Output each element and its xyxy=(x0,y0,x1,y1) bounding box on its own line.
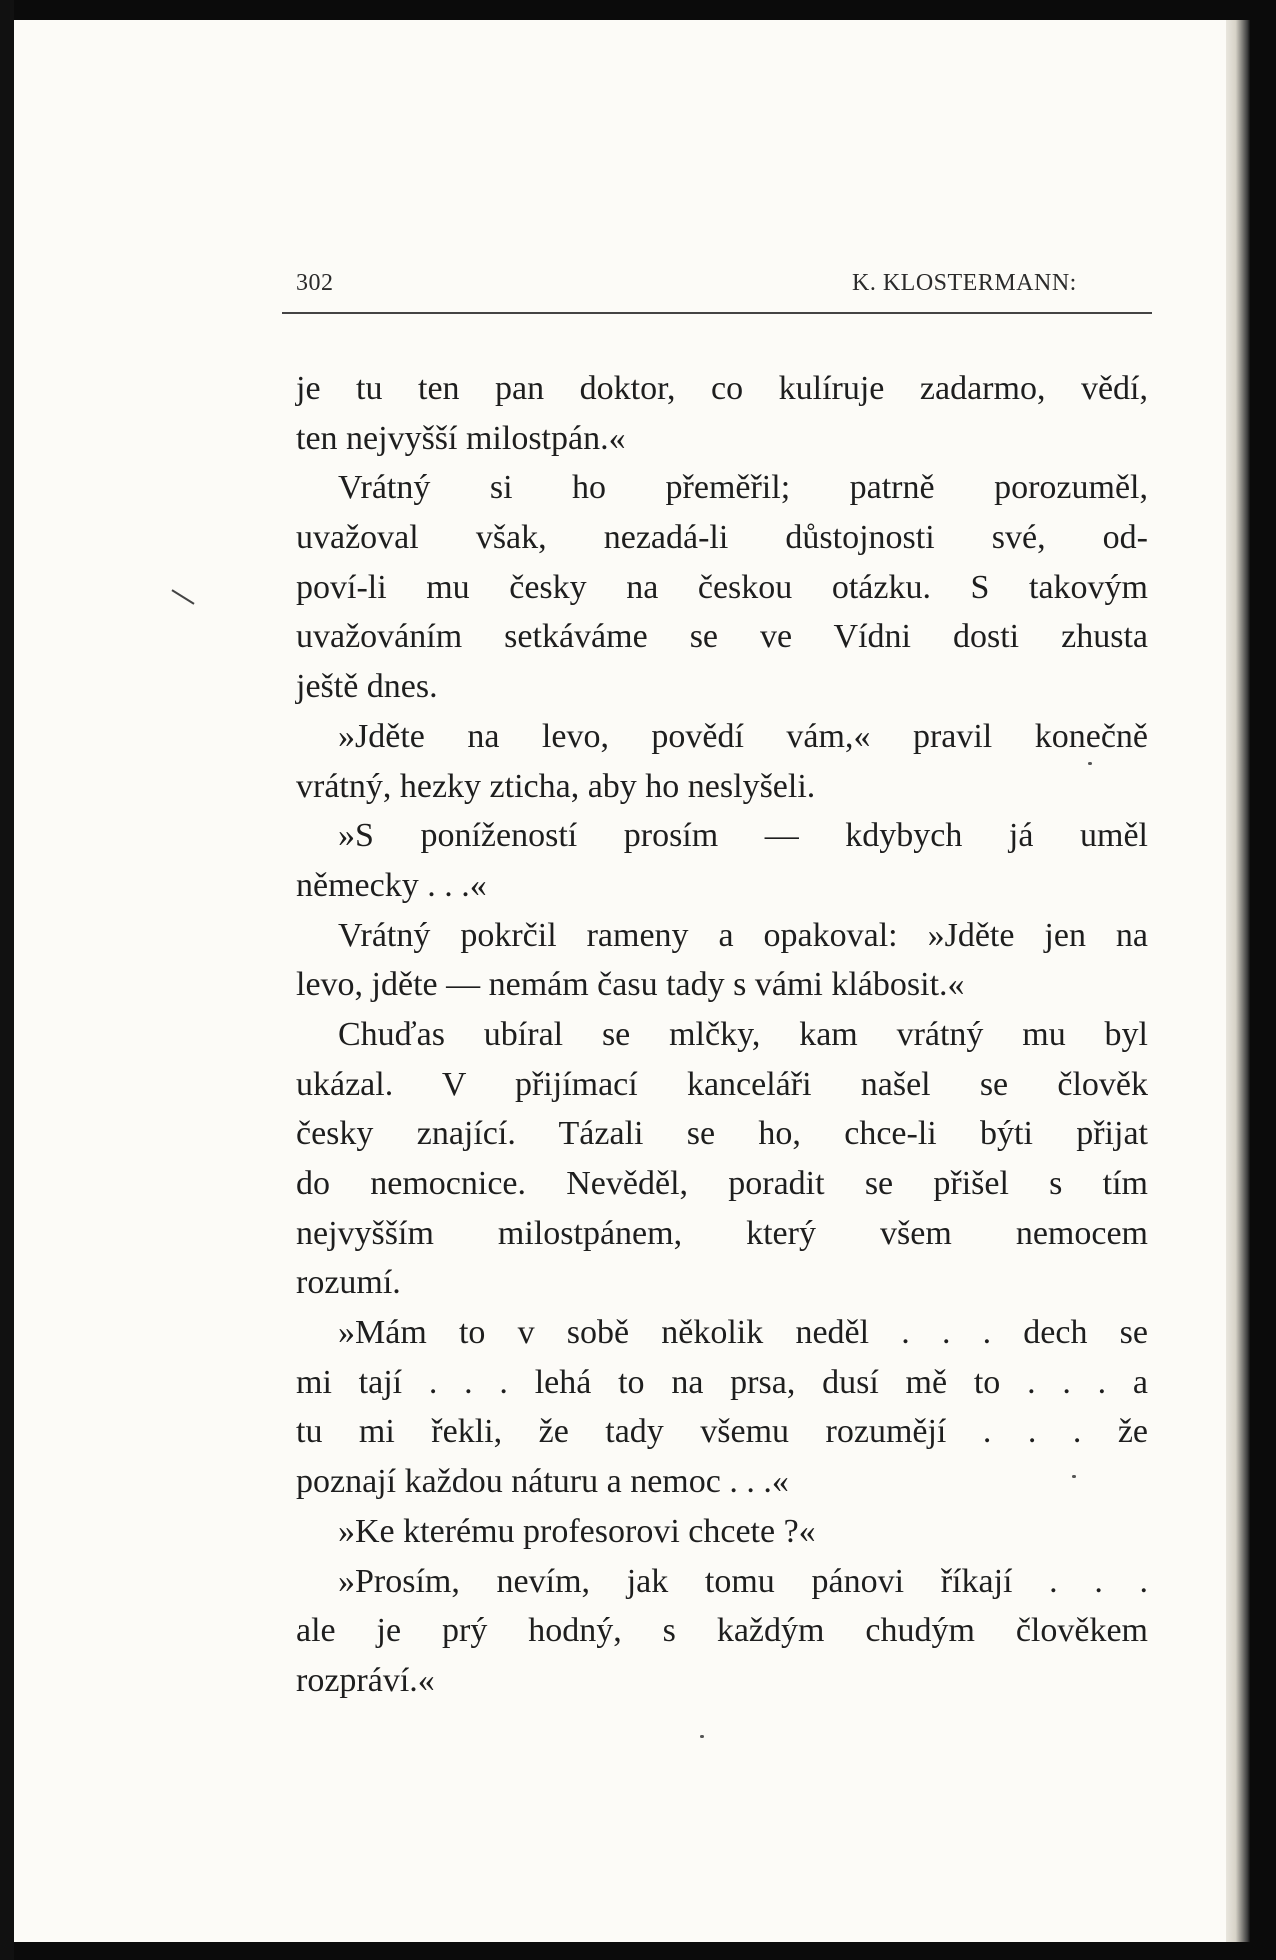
text-line: Vrátný pokrčil rameny a opakoval: »Jděte jen na xyxy=(338,916,1148,954)
text-line: je tu ten pan doktor, co kulíruje zadarmo, vědí, xyxy=(296,370,1148,407)
text-line: ten nejvyšší milostpán.« xyxy=(296,419,626,457)
text-line: do nemocnice. Nevěděl, poradit se přišel s tím xyxy=(296,1165,1148,1202)
text-line: Chuďas ubíral se mlčky, kam vrátný mu byl xyxy=(338,1015,1148,1053)
page-number: 302 xyxy=(296,270,334,296)
text-line: uvažováním setkáváme se ve Vídni dosti zhusta xyxy=(296,618,1148,656)
text-line: uvažoval však, nezadá-li důstojnosti své, od- xyxy=(296,519,1148,557)
text-line: rozpráví.« xyxy=(296,1661,435,1699)
text-line: vrátný, hezky zticha, aby ho neslyšeli. xyxy=(296,767,816,805)
ink-speck xyxy=(700,1735,704,1738)
text-line: »Ke kterému profesorovi chcete ?« xyxy=(338,1512,816,1550)
text-line: Vrátný si ho přeměřil; patrně porozuměl, xyxy=(338,469,1148,507)
text-line: poznají každou náturu a nemoc . . .« xyxy=(296,1463,789,1501)
text-line: česky znající. Tázali se ho, chce-li býti přijat xyxy=(296,1115,1148,1153)
book-spine-shadow xyxy=(1226,20,1250,1942)
text-line: ukázal. V přijímací kanceláři našel se člověk xyxy=(296,1065,1148,1103)
text-line: »S ponížeností prosím — kdybych já uměl xyxy=(338,817,1148,855)
page-header xyxy=(282,268,1152,314)
text-line: poví-li mu česky na českou otázku. S takovým xyxy=(296,568,1148,606)
running-title: K. KLOSTERMANN: xyxy=(852,270,1077,296)
text-line: ještě dnes. xyxy=(296,668,438,706)
text-line: »Mám to v sobě několik neděl . . . dech se xyxy=(338,1314,1148,1352)
text-line: levo, jděte — nemám času tady s vámi klábosit.« xyxy=(296,966,965,1004)
text-line: rozumí. xyxy=(296,1264,401,1302)
text-line: mi tají . . . lehá to na prsa, dusí mě to . . . a xyxy=(296,1363,1148,1401)
text-line: nejvyšším milostpánem, který všem nemocem xyxy=(296,1214,1148,1252)
text-line: »Prosím, nevím, jak tomu pánovi říkají . . . xyxy=(338,1562,1148,1600)
text-line: německy . . .« xyxy=(296,866,487,904)
text-line: ale je prý hodný, s každým chudým člověkem xyxy=(296,1612,1148,1650)
text-line: tu mi řekli, že tady všemu rozumějí . . . že xyxy=(296,1413,1148,1451)
scan-left-edge xyxy=(0,0,14,1960)
body-text xyxy=(296,364,1148,1706)
text-line: »Jděte na levo, povědí vám,« pravil konečně xyxy=(338,717,1148,755)
